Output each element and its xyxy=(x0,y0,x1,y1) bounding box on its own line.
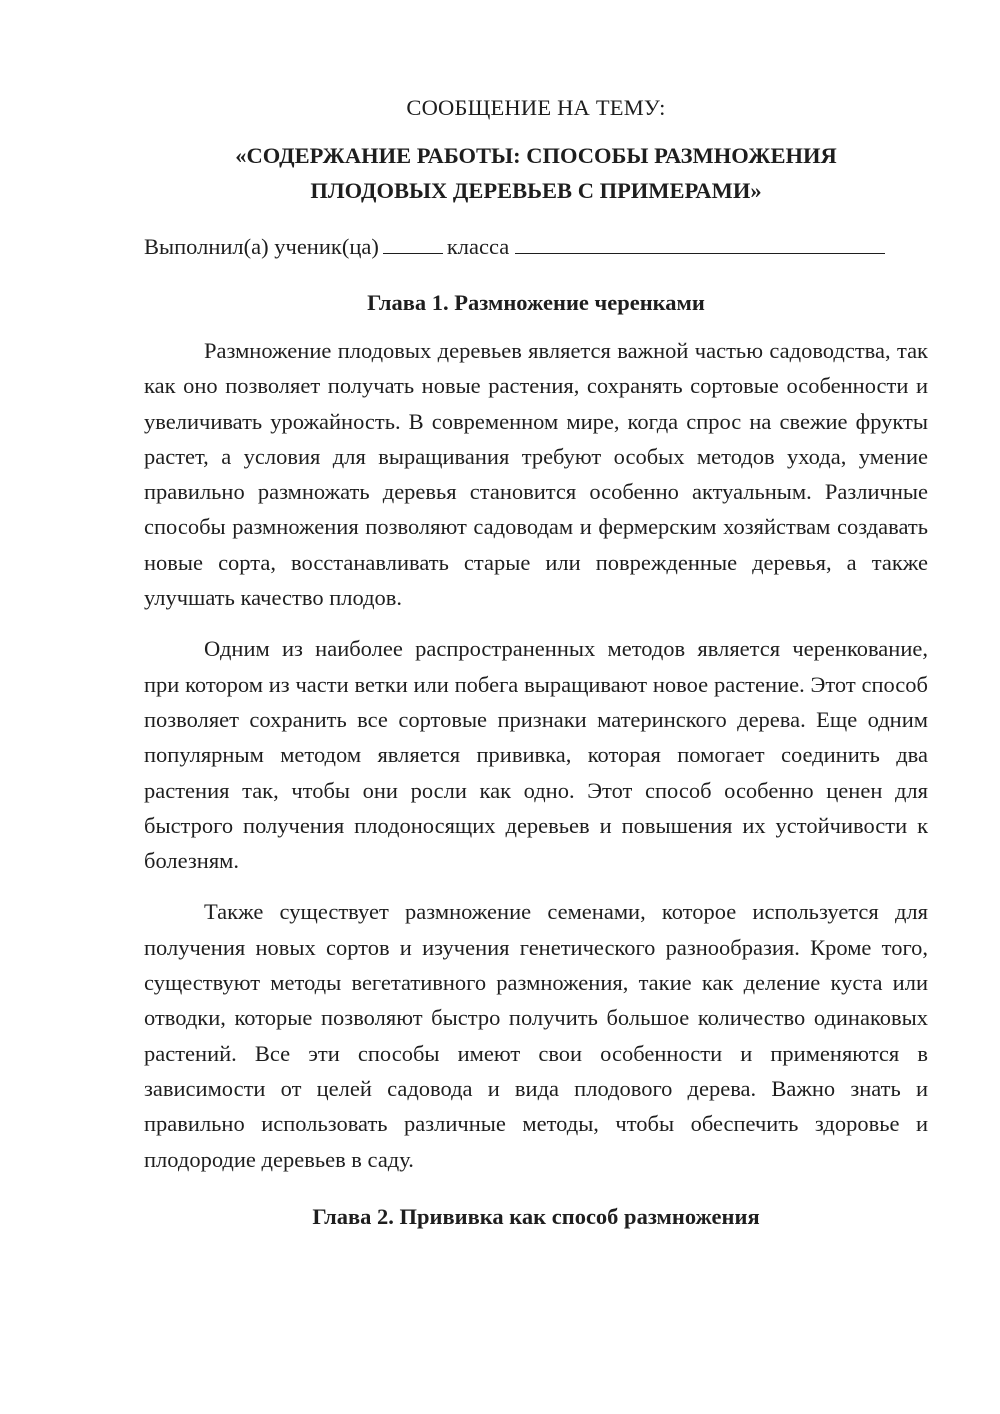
document-title-line-2: ПЛОДОВЫХ ДЕРЕВЬЕВ С ПРИМЕРАМИ» xyxy=(310,178,762,203)
chapter-1-paragraph-3: Также существует размножение семенами, которое используется для получения новых сортов и изучения генетического разнообразия. Кроме того, существуют методы вегетативного размножения, такие как деление куста или отводки, которые позволяют быстро получить большое количество одинаковых растений. Все эти способы имеют свои особенности и применяются в зависимости от целей садовода и вида плодового дерева. Важно знать и правильно использовать различные методы, чтобы обеспечить здоровье и плодородие деревьев в саду. xyxy=(144,899,928,1172)
chapter-1-paragraph-2: Одним из наиболее распространенных методов является черенкование, при котором из части ветки или побега выращивают новое растение. Этот способ позволяет сохранить все сортовые признаки материнского дерева. Еще одним популярным методом является прививка, которая помогает соединить два растения так, чтобы они росли как одно. Этот способ особенно ценен для быстрого получения плодоносящих деревьев и повышения их устойчивости к болезням. xyxy=(144,636,928,874)
document-title-line-1: «СОДЕРЖАНИЕ РАБОТЫ: СПОСОБЫ РАЗМНОЖЕНИЯ xyxy=(235,143,837,168)
student-name-blank xyxy=(515,233,885,254)
chapter-1-title: Глава 1. Размножение черенками xyxy=(367,290,705,315)
document-title xyxy=(144,138,928,208)
class-label: класса xyxy=(446,234,510,259)
chapter-2-title: Глава 2. Прививка как способ размножения xyxy=(312,1203,760,1229)
class-number-blank xyxy=(383,233,443,254)
document-content xyxy=(144,92,928,1247)
author-line xyxy=(144,231,928,263)
author-prefix: Выполнил(а) ученик(ца) xyxy=(144,234,379,259)
document-header-label: СООБЩЕНИЕ НА ТЕМУ: xyxy=(406,95,666,120)
chapter-1-paragraph-1: Размножение плодовых деревьев является важной частью садоводства, так как оно позволяет получать новые растения, сохранять сортовые особенности и увеличивать урожайность. В современном мире, когда спрос на свежие фрукты растет, а условия для выращивания требуют особых методов ухода, умение правильно размножать деревья становится особенно актуальным. Различные способы размножения позволяют садоводам и фермерским хозяйствам создавать новые сорта, восстанавливать старые или поврежденные деревья, а также улучшать качество плодов. xyxy=(144,338,928,611)
